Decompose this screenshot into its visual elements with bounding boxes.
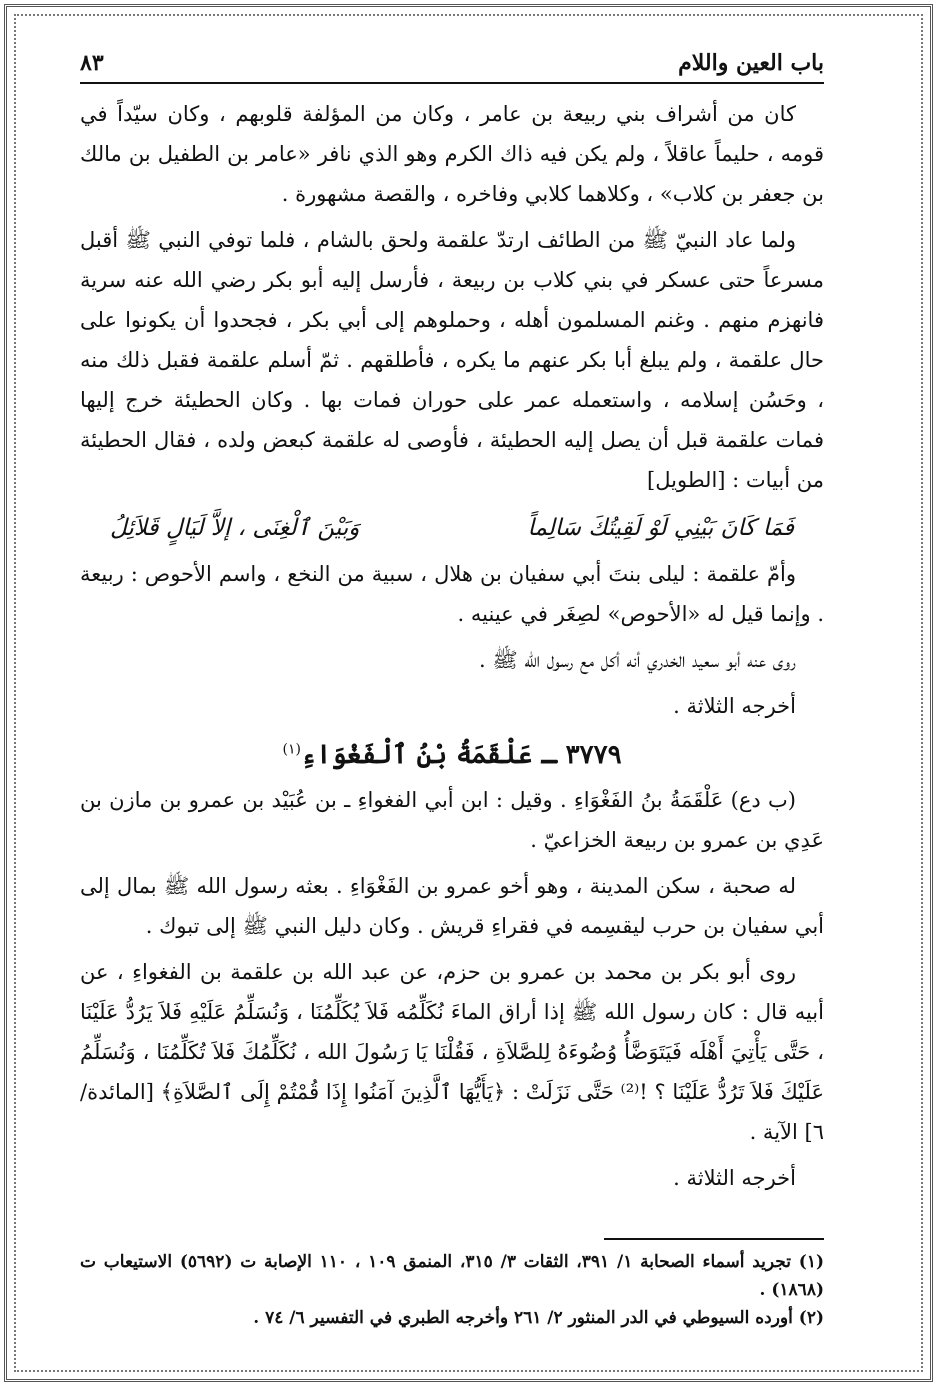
chapter-title: باب العين واللام [678,50,824,76]
footnote: (٢) أورده السيوطي في الدر المنثور ٢/ ٢٦١ وأخرجه الطبري في التفسير ٦/ ٧٤ . [253,1308,824,1328]
poem-verse [110,506,794,550]
page-header [80,50,824,84]
footnote-divider [604,1238,824,1240]
paragraph: روى أبو بكر بن محمد بن عمرو بن حزم، عن عبد الله بن علقمة بن الفغواءِ ، عن أبيه قال : كان رسول الله ﷺ إذا أراق الماءَ نُكَلِّمُه فَلاَ يُكَلِّمُنَا ، وَنُسَلِّمُ عَلَيْهِ فَلاَ يَرُدُّ عَلَيْنَا ، حَتَّى يَأْتِيَ أَهْلَه فَيَتَوَضَّأُ وُضُوءَهُ لِلصَّلاَةِ ، فَقُلْنَا يَا رَسُولَ الله ، نُكَلِّمُكَ فَلاَ تُكَلِّمُنَا ، وَنُسَلِّمُ عَلَيْكَ فَلاَ تَرُدُّ عَلَيْنَا ؟ !⁽²⁾ حَتَّى نَزَلَتْ : ﴿يَأَيُّهَا ٱلَّذِينَ آمَنُوا إِذَا قُمْتُمْ إِلَى ٱلصَّلاَةِ﴾ [المائدة/ ٦] الآية . [80,960,824,1144]
paragraph: أخرجه الثلاثة . [673,694,796,718]
entry-heading [80,740,824,770]
footnote: (١) تجريد أسماء الصحابة ١/ ٣٩١، الثقات ٣/ ٣١٥، المنمق ١٠٩ ، ١١٠ الإصابة ت (٥٦٩٢) الاستيعاب ت (١٨٦٨) . [80,1252,824,1300]
paragraph: أخرجه الثلاثة . [673,1166,796,1190]
paragraph: روى عنه أبو سعيد الخدري أنه أكل مع رسول الله ﷺ . [478,648,796,672]
verse-hemistich-second: وَبَيْنَ ٱلْغِنَى ، إلاَّ لَيَالٍ قَلاَئِلُ [110,515,360,541]
paragraph: كان من أشراف بني ربيعة بن عامر ، وكان من المؤلفة قلوبهم ، وكان سيّداً في قومه ، حليماً عاقلاً ، ولم يكن فيه ذاك الكرم وهو الذي نافر «عامر بن الطفيل بن مالك بن جعفر بن كلاب» ، وكلاهما كلابي وفاخره ، والقصة مشهورة . [80,102,824,206]
book-page [80,50,824,1332]
paragraph: له صحبة ، سكن المدينة ، وهو أخو عمرو بن الفَغْوَاءِ . بعثه رسول الله ﷺ بمال إلى أبي سفيان بن حرب ليقسِمه في فقراءِ قريش . وكان دليل النبي ﷺ إلى تبوك . [80,874,824,938]
page-number: ٨٣ [80,50,104,76]
paragraph: ولما عاد النبيّ ﷺ من الطائف ارتدّ علقمة ولحق بالشام ، فلما توفي النبي ﷺ أقبل مسرعاً حتى عسكر في بني كلاب بن ربيعة ، فأرسل إليه أبو بكر رضي الله عنه سرية فانهزم منهم . وغنم المسلمون أهله ، وحملوهم إلى أبي بكر ، فجحدوا أن يكونوا على حال علقمة ، ولم يبلغ أبا بكر عنهم ما يكره ، فأطلقهم . ثمّ أسلم علقمة فقبل ذلك منه ، وحَسُن إسلامه ، واستعمله عمر على حوران فمات بها . وكان الحطيئة خرج إليها فمات علقمة قبل أن يصل إليه الحطيئة ، فأوصى له علقمة كبعض ولده ، فقال الحطيئة من أبيات : [الطويل] [80,228,824,492]
entry-title-text: ٣٧٧٩ ـ عَلْقَمَةُ بْنُ ٱلْفَغْوَاءِ [300,740,622,770]
verse-hemistich-first: فَمَا كَانَ بَيْنِي لَوْ لَقِيتُكَ سَالِماً [527,515,794,541]
footnote-marker: (١) [282,741,301,758]
paragraph: (ب دع) عَلْقَمَةُ بنُ الفَغْوَاءِ . وقيل : ابن أبي الفغواءِ ـ بن عُبَيْد بن عمرو بن مازن بن عَدِي بن عمرو بن ربيعة الخزاعيّ . [80,788,824,852]
paragraph: وأمّ علقمة : ليلى بنتَ أبي سفيان بن هلال ، سبية من النخع ، واسم الأحوص : ربيعة . وإنما قيل له «الأحوص» لصِغَر في عينيه . [80,562,824,626]
